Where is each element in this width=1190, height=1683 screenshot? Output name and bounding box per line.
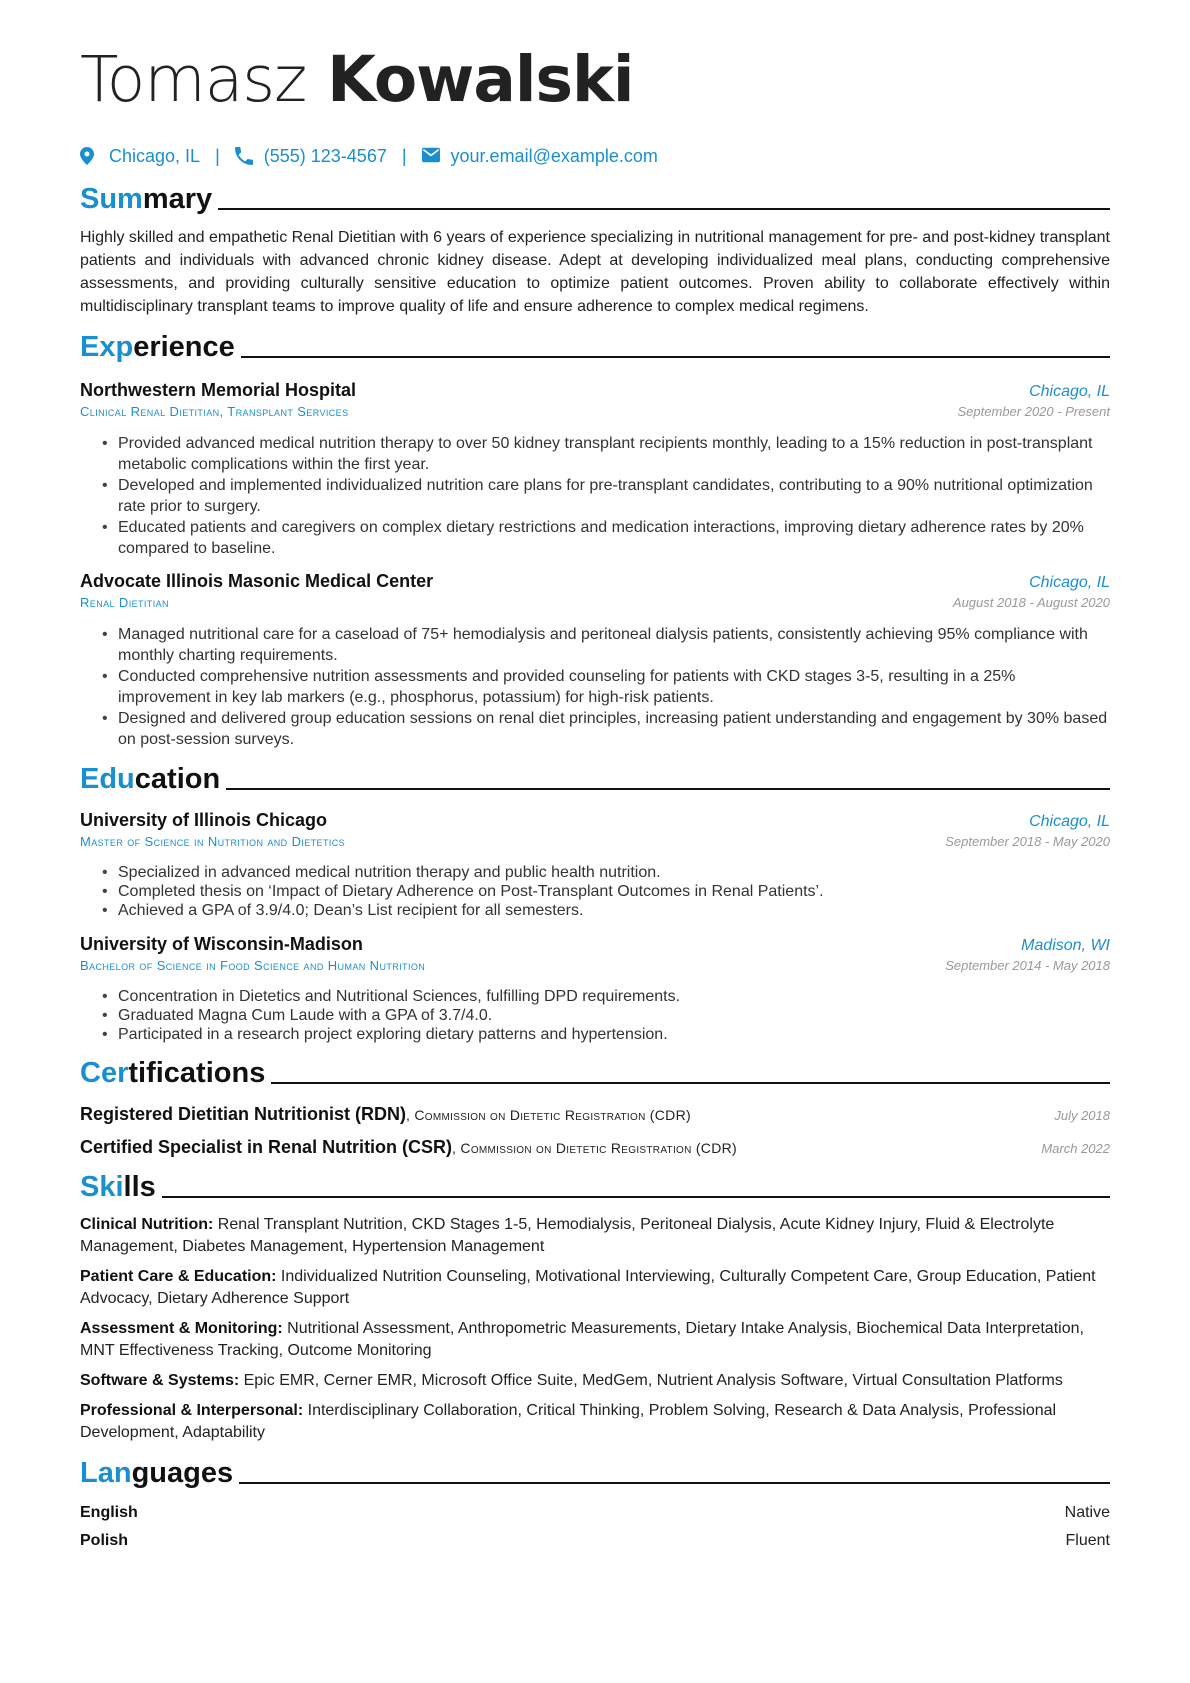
skill-group: [80, 1266, 1110, 1310]
section-title: [80, 1056, 265, 1090]
experience-entry: [80, 571, 1110, 750]
section-skills-heading: [80, 1166, 1110, 1204]
bullet-item: • Conducted comprehensive nutrition assessments and provided counseling for patients with CKD stages 3-5, resulting in a 25% improvement in key lab markers (e.g., phosphorus, potassium) for high-risk patients.: [118, 666, 1110, 708]
entry-location: Madison, WI: [1021, 937, 1110, 954]
location-text: Chicago, IL: [109, 145, 201, 166]
bullet-item: • Managed nutritional care for a caseload of 75+ hemodialysis and peritoneal dialysis patients, consistently achieving 95% compliance with monthly charting requirements.: [118, 624, 1110, 666]
education-entry: [80, 810, 1110, 920]
contact-location: [80, 146, 200, 167]
entry-dates: September 2018 - May 2020: [945, 834, 1110, 849]
skill-values: Interdisciplinary Collaboration, Critical Thinking, Problem Solving, Research & Data Analysis, Professional Development, Adaptability: [80, 1402, 1057, 1441]
bullet-item: • Provided advanced medical nutrition therapy to over 50 kidney transplant recipients monthly, leading to a 15% reduction in post-transplant metabolic complications within the first year.: [118, 433, 1110, 475]
language-name: Polish: [80, 1532, 129, 1549]
bullet-item: • Achieved a GPA of 3.9/4.0; Dean’s List recipient for all semesters.: [118, 901, 1110, 920]
skill-values: Epic EMR, Cerner EMR, Microsoft Office Suite, MedGem, Nutrient Analysis Software, Virtual Consultation Platforms: [239, 1372, 1063, 1389]
section-title: [80, 762, 220, 796]
education-entry: [80, 934, 1110, 1044]
section-title-accent: Exp: [80, 331, 134, 363]
section-title-accent: Sum: [80, 183, 143, 215]
certification-name: Registered Dietitian Nutritionist (RDN): [80, 1104, 407, 1124]
summary-text: Highly skilled and empathetic Renal Dietitian with 6 years of experience specializing in nutritional management for pre- and post-kidney transplant patients and individuals with advanced chronic kidney disease. Adept at developing individualized meal plans, conducting comprehensive assessments, and providing culturally sensitive education to optimize patient outcomes. Proven ability to collaborate effectively within multidisciplinary transplant teams to improve quality of life and ensure adherence to complex medical regimens.: [80, 229, 1110, 315]
certification-item: [80, 1137, 1110, 1158]
employer-name: Northwestern Memorial Hospital: [80, 380, 357, 400]
section-rule: [218, 208, 1110, 210]
section-title: [80, 1170, 156, 1204]
degree: Bachelor of Science in Food Science and Human Nutrition: [80, 958, 426, 973]
contact-email[interactable]: [422, 146, 658, 167]
bullet-item: • Educated patients and caregivers on complex dietary restrictions and medication interactions, improving dietary adherence rates by 20% compared to baseline.: [118, 517, 1110, 559]
certification-issuer: , Commission on Dietetic Registration (CDR): [406, 1107, 691, 1123]
section-title: [80, 182, 212, 216]
section-title-accent: Edu: [80, 763, 135, 795]
entry-location: Chicago, IL: [1029, 574, 1110, 591]
section-summary-heading: [80, 178, 1110, 216]
bullet-item: • Completed thesis on ‘Impact of Dietary Adherence on Post-Transplant Outcomes in Renal Patients’.: [118, 882, 1110, 901]
email-link[interactable]: your.email@example.com: [450, 145, 658, 166]
school-name: University of Wisconsin-Madison: [80, 934, 363, 954]
skill-category: Assessment & Monitoring:: [80, 1320, 283, 1337]
skill-category: Software & Systems:: [80, 1372, 240, 1389]
section-education-heading: [80, 758, 1110, 796]
section-title-rest: erience: [133, 331, 235, 363]
contact-separator: |: [215, 145, 220, 166]
certification-date: July 2018: [1054, 1108, 1110, 1123]
skill-category: Patient Care & Education:: [80, 1268, 277, 1285]
language-item: [80, 1504, 1110, 1522]
skill-values: Renal Transplant Nutrition, CKD Stages 1-5, Hemodialysis, Peritoneal Dialysis, Acute Kidney Injury, Fluid & Electrolyte Management, Diabetes Management, Hypertension Management: [80, 1216, 1055, 1255]
degree: Master of Science in Nutrition and Dietetics: [80, 834, 346, 849]
job-title: Renal Dietitian: [80, 595, 169, 610]
section-title: [80, 330, 235, 364]
envelope-icon: [422, 147, 440, 165]
certification-item: [80, 1104, 1110, 1125]
employer-name: Advocate Illinois Masonic Medical Center: [80, 571, 434, 591]
language-level: Native: [1064, 1504, 1110, 1521]
map-pin-icon: [80, 147, 98, 165]
entry-dates: September 2014 - May 2018: [945, 958, 1110, 973]
section-title-accent: Cer: [80, 1057, 129, 1089]
skill-values: Nutritional Assessment, Anthropometric Measurements, Dietary Intake Analysis, Biochemical Data Interpretation, MNT Effectiveness Tracking, Outcome Monitoring: [80, 1320, 1084, 1359]
bullet-item: • Specialized in advanced medical nutrition therapy and public health nutrition.: [118, 863, 1110, 882]
section-rule: [162, 1196, 1110, 1198]
skill-group: [80, 1370, 1110, 1392]
section-title-rest: tifications: [128, 1057, 266, 1089]
certification-date: March 2022: [1041, 1141, 1110, 1156]
phone-icon: [235, 147, 253, 165]
section-title-rest: guages: [131, 1457, 234, 1489]
bullet-list: [80, 987, 1110, 1044]
candidate-name: [80, 40, 1110, 122]
bullet-item: • Developed and implemented individualized nutrition care plans for pre-transplant candidates, contributing to a 90% nutritional optimization rate prior to surgery.: [118, 475, 1110, 517]
experience-entry: [80, 380, 1110, 559]
entry-dates: August 2018 - August 2020: [952, 595, 1110, 610]
section-title-rest: mary: [142, 183, 213, 215]
bullet-list: [80, 863, 1110, 920]
section-certifications-heading: [80, 1052, 1110, 1090]
section-rule: [241, 356, 1110, 358]
contact-phone[interactable]: [235, 146, 387, 167]
certification-name: Certified Specialist in Renal Nutrition (CSR): [80, 1137, 453, 1157]
job-title: Clinical Renal Dietitian, Transplant Services: [80, 404, 349, 419]
section-title-rest: lls: [123, 1171, 156, 1203]
entry-location: Chicago, IL: [1029, 813, 1110, 830]
section-rule: [239, 1482, 1110, 1484]
contact-separator: |: [401, 145, 407, 166]
certification-issuer: , Commission on Dietetic Registration (CDR): [452, 1140, 737, 1156]
last-name: Kowalski: [327, 43, 634, 116]
section-languages-heading: [80, 1452, 1110, 1490]
skill-category: Clinical Nutrition:: [80, 1216, 214, 1233]
section-experience-heading: [80, 326, 1110, 364]
entry-location: Chicago, IL: [1029, 383, 1110, 400]
bullet-item: • Graduated Magna Cum Laude with a GPA of 3.7/4.0.: [118, 1006, 1110, 1025]
skill-group: [80, 1400, 1110, 1444]
skill-category: Professional & Interpersonal:: [80, 1402, 304, 1419]
bullet-item: • Concentration in Dietetics and Nutritional Sciences, fulfilling DPD requirements.: [118, 987, 1110, 1006]
entry-dates: September 2020 - Present: [957, 404, 1110, 419]
section-rule: [271, 1082, 1110, 1084]
contact-bar: [80, 142, 1110, 170]
section-title-rest: cation: [134, 763, 221, 795]
bullet-item: • Designed and delivered group education sessions on renal diet principles, increasing patient understanding and engagement by 30% based on post-session surveys.: [118, 708, 1110, 750]
bullet-item: • Participated in a research project exploring dietary patterns and hypertension.: [118, 1025, 1110, 1044]
phone-text[interactable]: (555) 123-4567: [263, 145, 387, 166]
skill-values: Individualized Nutrition Counseling, Motivational Interviewing, Culturally Competent Care, Group Education, Patient Advocacy, Dietary Adherence Support: [80, 1268, 1096, 1307]
bullet-list: [80, 433, 1110, 559]
school-name: University of Illinois Chicago: [80, 810, 328, 830]
first-name: Tomasz: [80, 43, 307, 116]
skill-group: [80, 1318, 1110, 1362]
skill-group: [80, 1214, 1110, 1258]
section-title: [80, 1456, 233, 1490]
language-item: [80, 1532, 1110, 1550]
language-level: Fluent: [1065, 1532, 1110, 1549]
section-title-accent: Lan: [80, 1457, 132, 1489]
language-name: English: [80, 1504, 138, 1521]
bullet-list: [80, 624, 1110, 750]
section-title-accent: Ski: [80, 1171, 124, 1203]
section-rule: [226, 788, 1110, 790]
